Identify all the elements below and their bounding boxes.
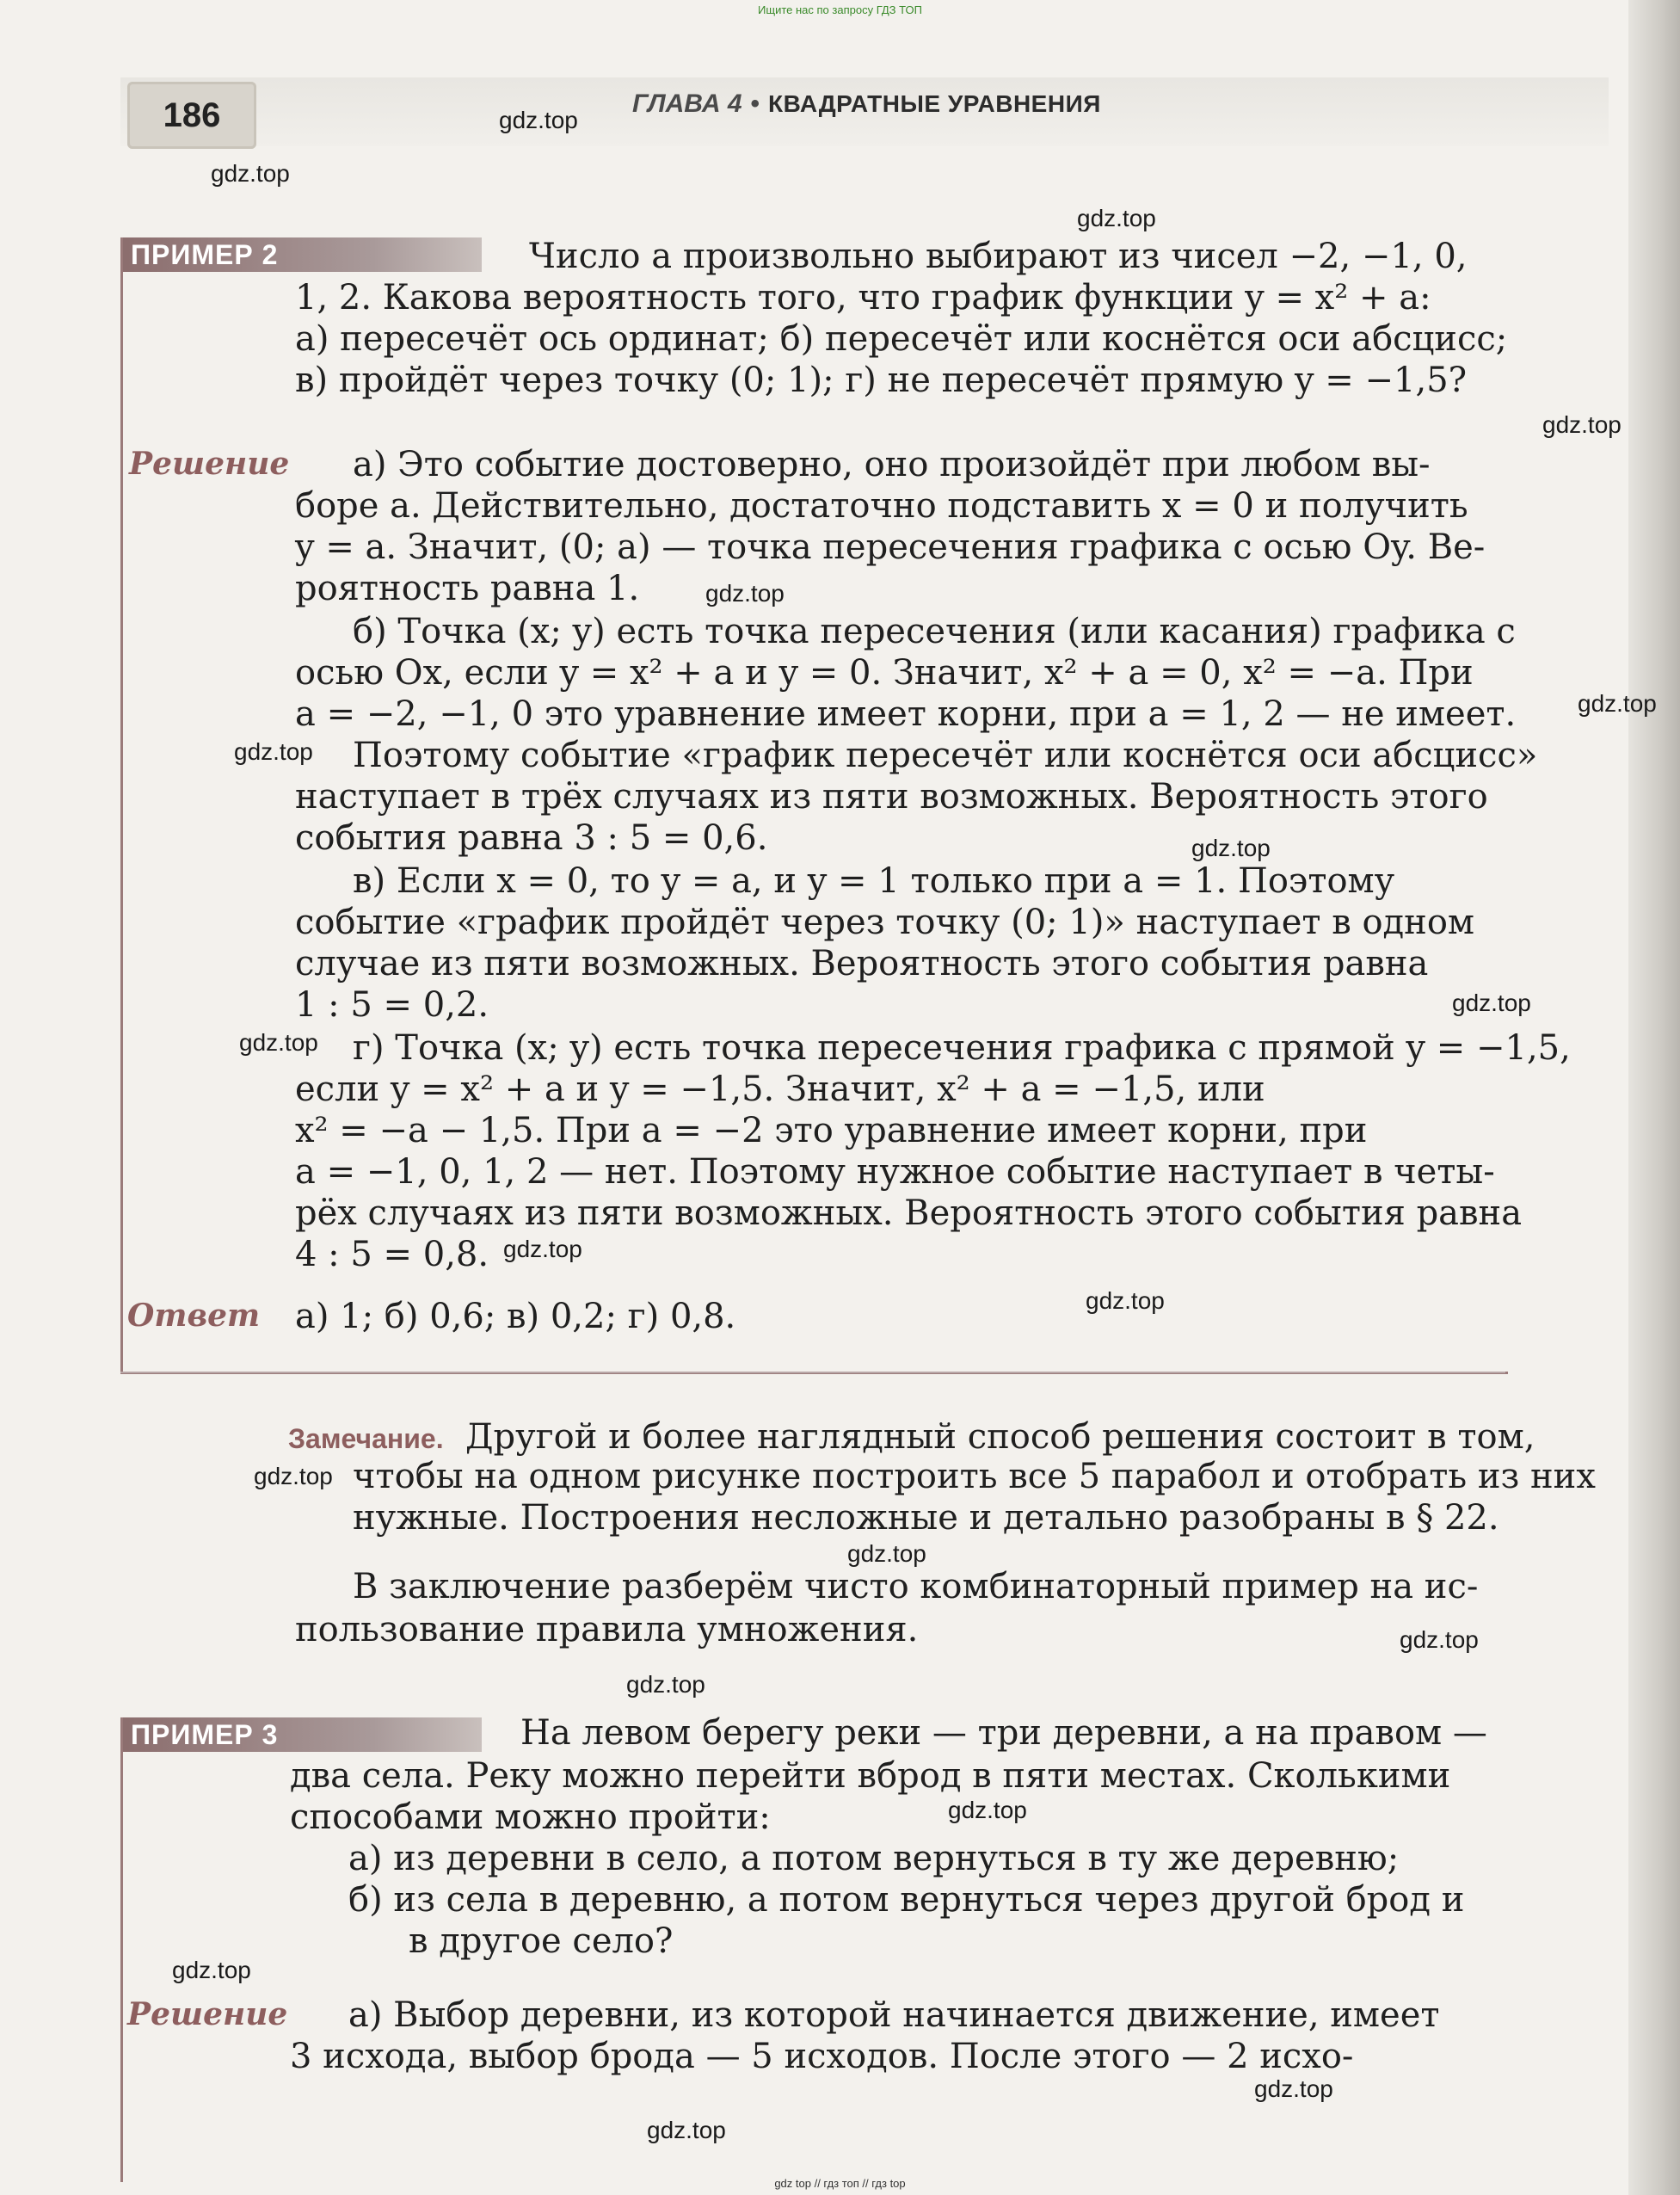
solution-line: случае из пяти возможных. Вероятность этого события равна (295, 944, 1429, 983)
solution-line: роятность равна 1. (295, 569, 640, 608)
solution-line: наступает в трёх случаях из пяти возможных. Вероятность этого (295, 777, 1488, 817)
example2-problem-line: 1, 2. Какова вероятность того, что график функции y = x² + a: (295, 278, 1431, 318)
top-banner: Ищите нас по запросу ГДЗ ТОП (758, 3, 922, 16)
conclusion-line: В заключение разберём чисто комбинаторный пример на ис- (353, 1567, 1479, 1606)
solution-line: Поэтому событие «график пересечёт или коснётся оси абсцисс» (353, 736, 1538, 775)
example2-answer-label: Ответ (127, 1298, 261, 1334)
watermark: gdz.top (1254, 2075, 1333, 2102)
watermark: gdz.top (948, 1797, 1027, 1823)
watermark: gdz.top (499, 107, 578, 133)
solution-line: г) Точка (x; y) есть точка пересечения графика с прямой y = −1,5, (353, 1028, 1571, 1068)
solution-line: а) Это событие достоверно, оно произойдёт при любом вы- (353, 445, 1431, 484)
solution-line: события равна 3 : 5 = 0,6. (295, 818, 768, 858)
watermark: gdz.top (626, 1671, 705, 1698)
example3-problem-line: способами можно пройти: (290, 1797, 771, 1837)
watermark: gdz.top (1086, 1287, 1165, 1314)
solution-line: y = a. Значит, (0; a) — точка пересечения графика с осью Oy. Ве- (295, 527, 1486, 567)
watermark: gdz.top (705, 580, 785, 607)
remark-text: Другой и более наглядный способ решения состоит в том, (465, 1417, 1535, 1457)
solution-line: осью Ox, если y = x² + a и y = 0. Значит, x² + a = 0, x² = −a. При (295, 653, 1474, 693)
example3-problem-line: в другое село? (409, 1921, 674, 1961)
solution-line: x² = −a − 1,5. При a = −2 это уравнение имеет корни, при (295, 1111, 1368, 1150)
watermark: gdz.top (1452, 990, 1531, 1016)
watermark: gdz.top (1077, 205, 1156, 231)
remark-label: Замечание. (288, 1423, 444, 1454)
chapter-title: КВАДРАТНЫЕ УРАВНЕНИЯ (768, 90, 1101, 117)
watermark: gdz.top (647, 2117, 726, 2143)
solution-line: a = −1, 0, 1, 2 — нет. Поэтому нужное событие наступает в четы- (295, 1152, 1495, 1192)
example2-answer: а) 1; б) 0,6; в) 0,2; г) 0,8. (295, 1297, 736, 1336)
watermark: gdz.top (172, 1957, 251, 1983)
watermark: gdz.top (1400, 1626, 1479, 1653)
watermark: gdz.top (1191, 835, 1271, 861)
watermark: gdz.top (211, 160, 290, 187)
example3-solution-line: 3 исхода, выбор брода — 5 исходов. После этого — 2 исхо- (290, 2037, 1354, 2076)
example3-solution-label: Решение (127, 1996, 288, 2032)
footer-watermark: gdz top // гдз топ // гдз top (774, 2177, 906, 2190)
watermark: gdz.top (254, 1463, 333, 1489)
example2-problem-line: Число a произвольно выбирают из чисел −2, −1, 0, (529, 237, 1468, 276)
example3-label: ПРИМЕР 3 (120, 1717, 482, 1752)
solution-line: б) Точка (x; y) есть точка пересечения (или касания) графика с (353, 612, 1516, 651)
example2-solution-label: Решение (129, 446, 290, 482)
example2-label: ПРИМЕР 2 (120, 237, 482, 272)
solution-line: рёх случаях из пяти возможных. Вероятность этого события равна (295, 1193, 1523, 1233)
solution-line: 1 : 5 = 0,2. (295, 985, 489, 1025)
example3-problem-line: а) из деревни в село, а потом вернуться в ту же деревню; (348, 1839, 1400, 1878)
watermark: gdz.top (503, 1236, 582, 1262)
book-spine-shadow (1628, 0, 1680, 2195)
solution-line: если y = x² + a и y = −1,5. Значит, x² + a = −1,5, или (295, 1070, 1265, 1109)
page-number: 186 (127, 82, 256, 149)
chapter-label: ГЛАВА 4 (632, 89, 742, 118)
watermark: gdz.top (1542, 411, 1622, 438)
solution-line: a = −2, −1, 0 это уравнение имеет корни, при a = 1, 2 — не имеет. (295, 694, 1517, 734)
remark-line (288, 1416, 1535, 1458)
remark-line: нужные. Построения несложные и детально разобраны в § 22. (353, 1498, 1499, 1538)
watermark: gdz.top (847, 1540, 926, 1567)
example3-problem-line: два села. Реку можно перейти вброд в пяти местах. Сколькими (290, 1756, 1451, 1796)
example3-problem-line: б) из села в деревню, а потом вернуться через другой брод и (348, 1880, 1465, 1920)
chapter-header (632, 89, 1101, 119)
solution-line: событие «график пройдёт через точку (0; 1)» наступает в одном (295, 903, 1475, 942)
example2-problem-line: а) пересечёт ось ординат; б) пересечёт или коснётся оси абсцисс; (295, 319, 1508, 359)
remark-line: чтобы на одном рисунке построить все 5 парабол и отобрать из них (353, 1457, 1596, 1496)
section-divider (120, 1372, 1505, 1373)
example2-problem-line: в) пройдёт через точку (0; 1); г) не пересечёт прямую y = −1,5? (295, 361, 1468, 400)
watermark: gdz.top (239, 1029, 318, 1056)
example3-solution-line: а) Выбор деревни, из которой начинается движение, имеет (348, 1995, 1440, 2035)
watermark: gdz.top (1578, 690, 1657, 717)
watermark: gdz.top (234, 738, 313, 765)
conclusion-line: пользование правила умножения. (295, 1610, 919, 1649)
example3-problem-line: На левом берегу реки — три деревни, а на правом — (520, 1713, 1487, 1753)
solution-line: в) Если x = 0, то y = a, и y = 1 только при a = 1. Поэтому (353, 861, 1395, 901)
solution-line: боре a. Действительно, достаточно подставить x = 0 и получить (295, 486, 1468, 526)
chapter-bullet: • (750, 89, 760, 118)
solution-line: 4 : 5 = 0,8. (295, 1235, 489, 1274)
